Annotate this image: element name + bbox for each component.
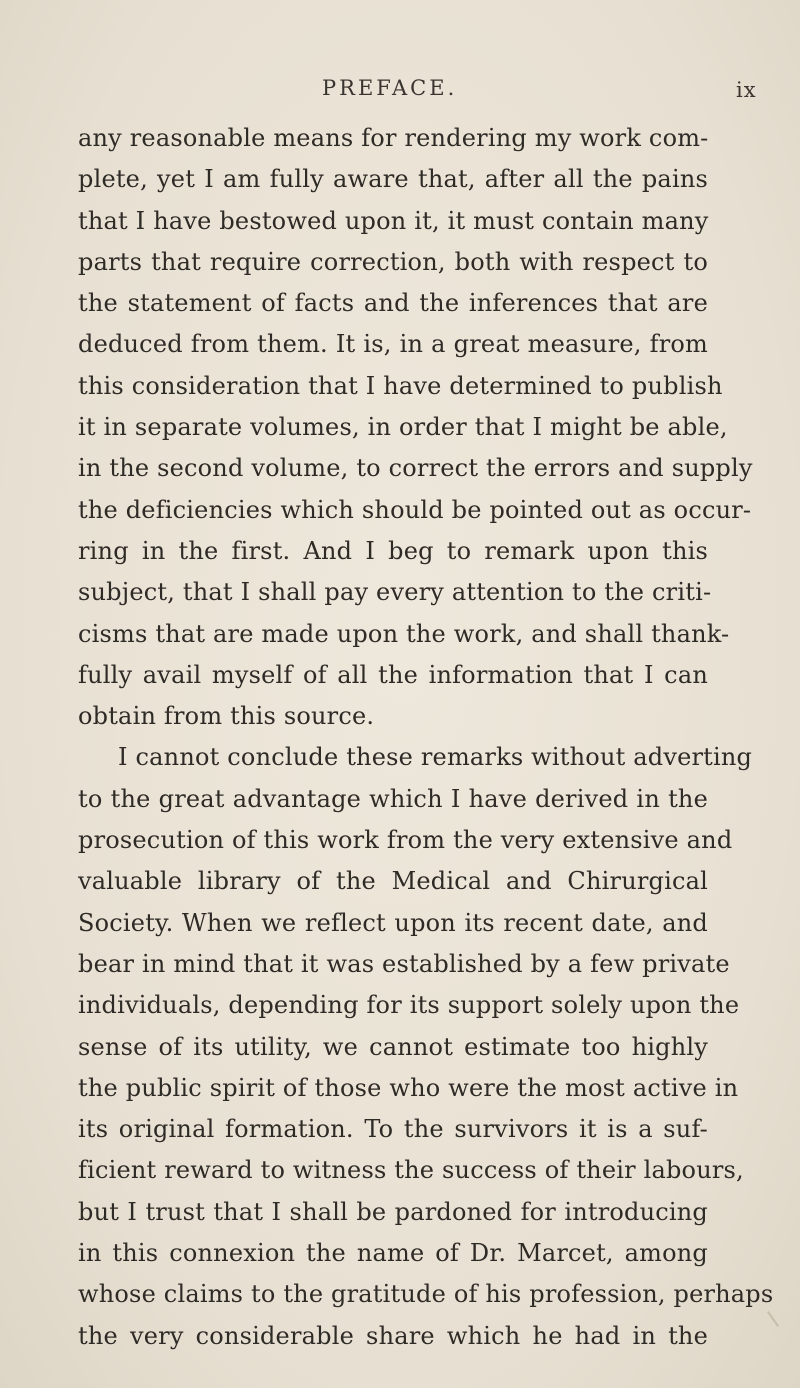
text-line: deduced from them. It is, in a great measure, from (78, 330, 708, 359)
text-line: the public spirit of those who were the most active in (78, 1073, 739, 1102)
text-line: cisms that are made upon the work, and shall thank- (78, 619, 730, 648)
text-line: the statement of facts and the inferences that are (78, 289, 708, 318)
text-line: in the second volume, to correct the errors and supply (78, 454, 753, 483)
running-head: PREFACE. (322, 76, 458, 100)
text-line: Society. When we reflect upon its recent date, and (78, 908, 708, 937)
text-line: ring in the first. And I beg to remark upon this (78, 536, 708, 565)
text-line: plete, yet I am fully aware that, after all the pains (78, 165, 708, 194)
text-line: valuable library of the Medical and Chirurgical (78, 867, 708, 896)
paragraph-end-line: obtain from this source. (78, 702, 375, 731)
text-line: parts that require correction, both with respect to (78, 247, 708, 276)
text-line: subject, that I shall pay every attention to the criti- (78, 578, 712, 607)
text-line: any reasonable means for rendering my work com- (78, 124, 709, 152)
text-line: fully avail myself of all the information that I can (78, 660, 708, 689)
text-line: to the great advantage which I have derived in the (78, 784, 708, 813)
body-text (78, 118, 774, 1357)
text-line: sense of its utility, we cannot estimate too highly (78, 1032, 708, 1061)
text-line: whose claims to the gratitude of his profession, perhaps (78, 1280, 774, 1309)
page-header (0, 76, 800, 106)
text-line: the very considerable share which he had in the (78, 1321, 708, 1350)
text-line: ficient reward to witness the success of their labours, (78, 1156, 744, 1185)
text-line: it in separate volumes, in order that I might be able, (78, 413, 728, 442)
text-line: bear in mind that it was established by a few private (78, 949, 730, 978)
text-line: but I trust that I shall be pardoned for introducing (78, 1197, 708, 1226)
text-line: this consideration that I have determined to publish (78, 371, 723, 400)
text-line: its original formation. To the survivors it is a suf- (78, 1115, 708, 1144)
text-line: in this connexion the name of Dr. Marcet, among (78, 1239, 708, 1268)
paper-blemish (767, 1311, 779, 1327)
paragraph-start-line: I cannot conclude these remarks without adverting (118, 743, 753, 772)
text-line: the deficiencies which should be pointed out as occur- (78, 495, 752, 524)
text-line: prosecution of this work from the very extensive and (78, 826, 733, 855)
text-line: individuals, depending for its support solely upon the (78, 991, 740, 1020)
page-number: ix (736, 78, 757, 102)
text-line: that I have bestowed upon it, it must contain many (78, 206, 709, 235)
